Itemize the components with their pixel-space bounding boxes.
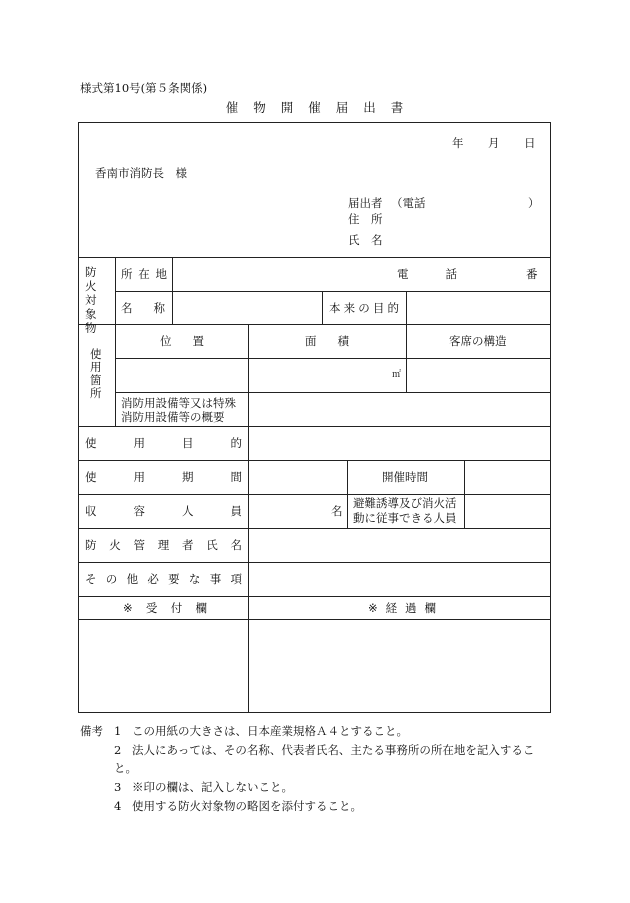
event-time-label: 開催時間 bbox=[382, 470, 428, 484]
fire-manager-label: 防 火 管 理 者 氏 名 bbox=[85, 538, 242, 552]
rule-usage-data bbox=[115, 392, 550, 393]
rule-facility-mid bbox=[115, 291, 550, 292]
applicant-label: 届出者 bbox=[348, 196, 383, 210]
equipment-label-line1: 消防用設備等又は特殊 bbox=[121, 396, 236, 410]
rule-purpose bbox=[79, 460, 550, 461]
usage-period-label: 使 用 期 間 bbox=[85, 470, 242, 484]
address-label: 住 所 bbox=[348, 212, 383, 226]
phone-open: （電話 bbox=[391, 196, 426, 210]
rule-facility-bottom bbox=[79, 324, 550, 325]
rule-top-section bbox=[79, 257, 550, 258]
original-purpose-label: 本 来 の 目 的 bbox=[329, 301, 399, 315]
note-num: 1 bbox=[114, 724, 122, 738]
form-table bbox=[78, 122, 551, 713]
rule-area-end bbox=[406, 324, 407, 392]
date-month: 月 bbox=[488, 136, 500, 150]
equipment-label-line2: 消防用設備等の概要 bbox=[121, 410, 225, 424]
note-num: 3 bbox=[114, 780, 122, 794]
form-title: 催物開催届出書 bbox=[225, 100, 419, 115]
rule-capacity bbox=[79, 528, 550, 529]
rule-main-col bbox=[248, 324, 249, 712]
rule-usage-bottom bbox=[79, 426, 550, 427]
usage-area-group-label: 使用箇所 bbox=[90, 347, 102, 400]
note-num: 4 bbox=[114, 799, 122, 813]
notes-heading: 備考 bbox=[80, 724, 103, 738]
number-label: 番 bbox=[526, 267, 538, 281]
note-text: 使用する防火対象物の略図を添付すること。 bbox=[132, 799, 362, 813]
evac-staff-label-line2: 動に従事できる人員 bbox=[353, 511, 457, 525]
note-text: ※印の欄は、記入しないこと。 bbox=[132, 780, 293, 794]
rule-period bbox=[79, 494, 550, 495]
rule-time-col bbox=[347, 460, 348, 528]
rule-facility-purpose-end bbox=[406, 291, 407, 324]
position-label: 位 置 bbox=[160, 334, 204, 348]
capacity-label: 収 容 人 員 bbox=[85, 504, 242, 518]
reception-label: ※ 受 付 欄 bbox=[123, 601, 207, 615]
form-number: 様式第10号(第５条関係) bbox=[80, 81, 208, 95]
evac-staff-label-line1: 避難誘導及び消火活 bbox=[353, 496, 457, 510]
phone-close: ） bbox=[528, 196, 540, 210]
rule-group-col bbox=[115, 257, 116, 426]
other-matters-label: そ の 他 必 要 な 事 項 bbox=[85, 572, 242, 586]
progress-label: ※ 経 過 欄 bbox=[368, 601, 436, 615]
rule-reception-header bbox=[79, 619, 550, 620]
note-text: この用紙の大きさは、日本産業規格Ａ４とすること。 bbox=[132, 724, 408, 738]
name-label: 氏 名 bbox=[348, 233, 383, 247]
location-label: 所 在 地 bbox=[121, 267, 167, 281]
rule-facility-name-end bbox=[322, 291, 323, 324]
rule-usage-header bbox=[115, 358, 550, 359]
phone-label: 電 話 bbox=[397, 267, 457, 281]
rule-facility-label-col bbox=[172, 257, 173, 324]
facility-group-label: 防火対象物 bbox=[85, 265, 97, 335]
date-day: 日 bbox=[524, 136, 536, 150]
date-year: 年 bbox=[452, 136, 464, 150]
rule-other bbox=[79, 596, 550, 597]
addressee: 香南市消防長 様 bbox=[95, 166, 187, 180]
note-num: 2 bbox=[114, 743, 122, 757]
area-unit: ㎡ bbox=[392, 370, 402, 380]
area-label: 面 積 bbox=[305, 334, 349, 348]
rule-manager bbox=[79, 562, 550, 563]
rule-time-value-col bbox=[464, 460, 465, 528]
facility-name-label: 名 称 bbox=[121, 301, 165, 315]
usage-purpose-label: 使 用 目 的 bbox=[85, 436, 242, 450]
seating-structure-label: 客席の構造 bbox=[449, 334, 507, 348]
note-text: と。 bbox=[114, 761, 137, 775]
capacity-unit: 名 bbox=[331, 504, 343, 518]
note-text: 法人にあっては、その名称、代表者氏名、主たる事務所の所在地を記入するこ bbox=[132, 743, 535, 757]
